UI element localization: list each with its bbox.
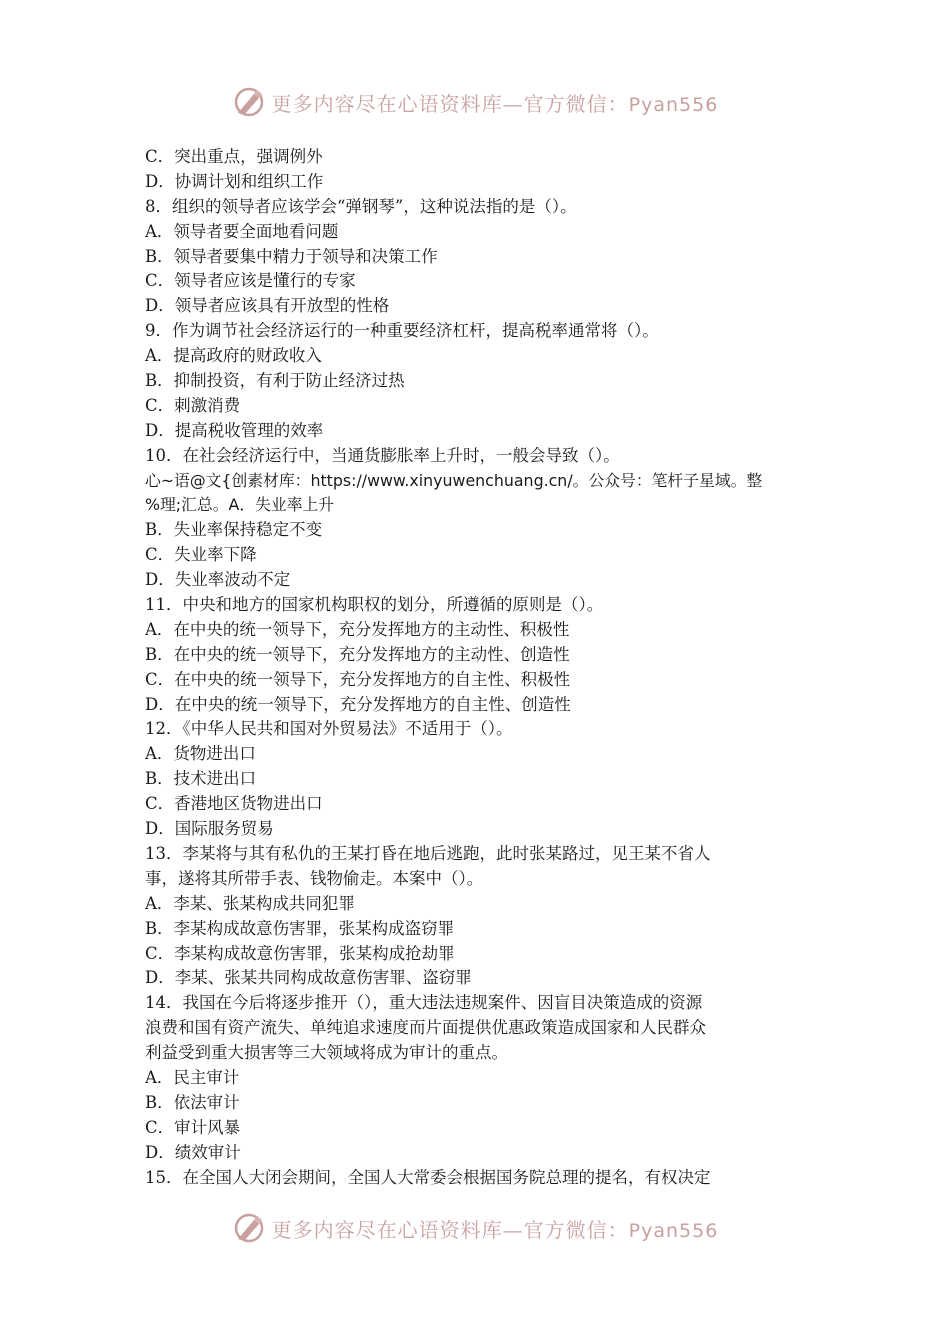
text-line: B．抑制投资，有利于防止经济过热 (145, 371, 405, 391)
text-line: 15．在全国人大闭会期间，全国人大常委会根据国务院总理的提名，有权决定 (145, 1167, 711, 1187)
text-line: A．货物进出口 (145, 744, 256, 764)
banner-wechat-id: Pyan556 (628, 1219, 719, 1242)
text-line: 事，遂将其所带手表、钱物偷走。本案中（）。 (145, 868, 484, 888)
text-line: C．李某构成故意伤害罪，张某构成抢劫罪 (145, 943, 455, 963)
text-line: A．在中央的统一领导下，充分发挥地方的主动性、积极性 (145, 619, 570, 639)
text-line: B．在中央的统一领导下，充分发挥地方的主动性、创造性 (145, 644, 570, 664)
text-line: C．审计风暴 (145, 1117, 241, 1137)
banner-text (272, 1214, 719, 1243)
text-line: D．在中央的统一领导下，充分发挥地方的自主性、创造性 (145, 694, 571, 714)
text-line: D．绩效审计 (145, 1142, 241, 1162)
text-line: A．李某、张某构成共同犯罪 (145, 893, 355, 913)
text-line: D．提高税收管理的效率 (145, 420, 324, 440)
text-line: C．刺激消费 (145, 395, 241, 415)
text-line: A．民主审计 (145, 1067, 240, 1087)
banner-label: 更多内容尽在心语资料库—官方微信： (271, 1217, 629, 1242)
header-banner (0, 82, 950, 122)
text-line: 10．在社会经济运行中，当通货膨胀率上升时，一般会导致（）。 (145, 445, 620, 465)
text-line: B．领导者要集中精力于领导和决策工作 (145, 246, 438, 266)
text-line: 11．中央和地方的国家机构职权的划分，所遵循的原则是（）。 (145, 595, 604, 615)
text-line: 9．作为调节社会经济运行的一种重要经济杠杆，提高税率通常将（）。 (145, 321, 659, 341)
pen-nib-circle-icon (232, 1211, 266, 1245)
text-line: %理;汇总。A．失业率上升 (145, 495, 335, 515)
text-line: 心~语@文{创素材库：https://www.xinyuwenchuang.cn/。公众号：笔杆子星域。整 (145, 470, 763, 490)
footer-banner (0, 1208, 950, 1248)
text-line: 8．组织的领导者应该学会“弹钢琴”，这种说法指的是（）。 (145, 196, 577, 216)
text-line: D．李某、张某共同构成故意伤害罪、盗窃罪 (145, 968, 472, 988)
text-line: C．在中央的统一领导下，充分发挥地方的自主性、积极性 (145, 669, 571, 689)
text-line: C．突出重点，强调例外 (145, 147, 323, 166)
text-line: B．依法审计 (145, 1092, 240, 1112)
text-line: D．协调计划和组织工作 (145, 171, 324, 191)
banner-wechat-id: Pyan556 (628, 93, 719, 116)
text-line: C．领导者应该是懂行的专家 (145, 271, 356, 291)
text-line: C．香港地区货物进出口 (145, 794, 323, 814)
document-body (145, 145, 810, 1190)
text-line: A．提高政府的财政收入 (145, 346, 322, 366)
banner-label: 更多内容尽在心语资料库—官方微信： (271, 91, 629, 116)
text-line: C．失业率下降 (145, 545, 257, 565)
text-line: A．领导者要全面地看问题 (145, 221, 339, 241)
text-line: 13．李某将与其有私仇的王某打昏在地后逃跑，此时张某路过，见王某不省人 (145, 843, 711, 863)
text-line: 浪费和国有资产流失、单纯追求速度而片面提供优惠政策造成国家和人民群众 (145, 1018, 706, 1038)
banner-text (272, 88, 719, 117)
text-line: 12．《中华人民共和国对外贸易法》不适用于（）。 (145, 719, 513, 739)
text-line: 14．我国在今后将逐步推开（），重大违法违规案件、因盲目决策造成的资源 (145, 993, 703, 1013)
text-line: 利益受到重大损害等三大领域将成为审计的重点。 (145, 1043, 508, 1063)
text-line: B．失业率保持稳定不变 (145, 520, 323, 540)
pen-nib-circle-icon (232, 85, 266, 119)
text-line: D．领导者应该具有开放型的性格 (145, 296, 390, 316)
text-line: D．国际服务贸易 (145, 819, 274, 839)
text-line: B．技术进出口 (145, 769, 257, 789)
text-line: D．失业率波动不定 (145, 570, 291, 590)
text-line: B．李某构成故意伤害罪，张某构成盗窃罪 (145, 918, 455, 938)
